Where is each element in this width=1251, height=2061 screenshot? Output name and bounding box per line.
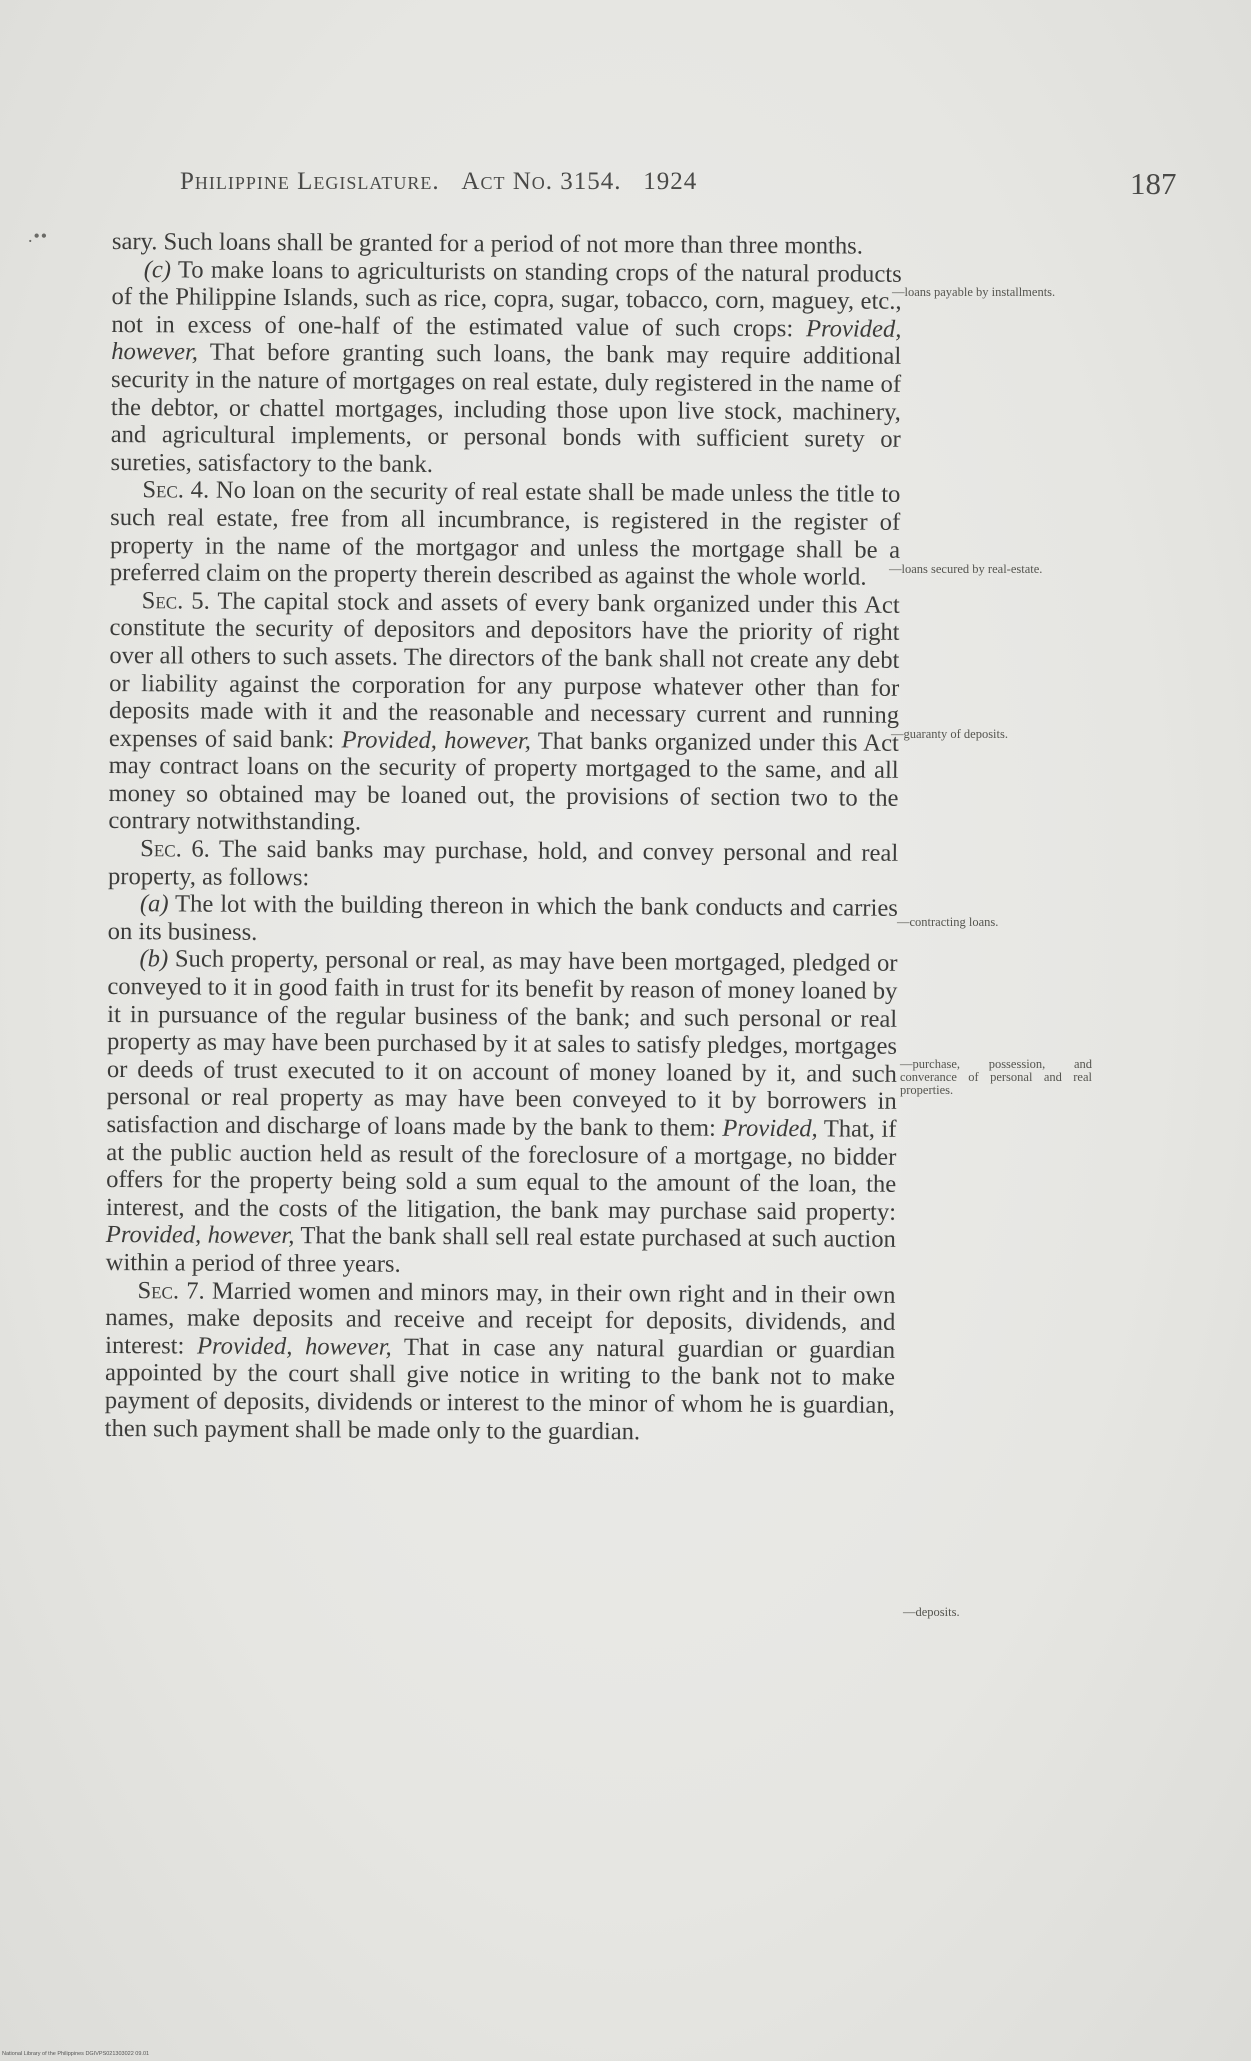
- stray-mark: .••: [28, 226, 49, 246]
- paragraph-c: [110, 256, 901, 482]
- paragraph-text: sary. Such loans shall be granted for a period of not more than three months.: [111, 228, 864, 260]
- page-number: 187: [1130, 166, 1177, 201]
- paragraph-text: No loan on the security of real estate shall be made unless the title to such real estate, free from all incumbrance, is registered in the register of property in the name of the mortgagor and unless the mortgage shall be a preferred claim on the property therein described as against the whole world.: [109, 476, 901, 591]
- proviso: Provided, however,: [196, 1332, 392, 1361]
- paragraph-text: That before granting such loans, the bank may require additional security in the nature of mortgages on real estate, duly registered in the name of the debtor, or chattel mortgages, including those upon live stock, machinery, and agricultural implements, or personal bonds with sufficient surety or sureties, satisfactory to the bank.: [110, 338, 902, 478]
- section-4: [110, 476, 901, 591]
- paragraph-text: That, if at the public auction held as result of the foreclosure of a mortgage, no bidder offers for the property being sold a sum equal to the amount of the loan, the interest, and the costs of the litigation, the bank may purchase said property:: [105, 1115, 897, 1226]
- body-text: [105, 228, 902, 1447]
- sidenote-real-estate: —loans secured by real-estate.: [889, 562, 1043, 576]
- sidenote-purchase: —purchase, possession, and converance of personal and real properties.: [900, 1057, 1092, 1097]
- section-6b: [106, 945, 898, 1281]
- running-head-title: Philippine Legislature.: [180, 168, 440, 195]
- sidenote-guaranty: —guaranty of deposits.: [891, 727, 1008, 741]
- proviso: Provided, however,: [341, 726, 532, 755]
- paragraph-text: To make loans to agriculturists on standing crops of the natural products of the Philippine Islands, such as rice, copra, sugar, tobacco, corn, maguey, etc., not in excess of one-half of the estimated value of such crops:: [111, 255, 902, 343]
- clause-label: (a): [139, 890, 169, 918]
- paragraph-text: Married women and minors may, in their own right and in their own names, make deposits and receive and receipt for deposits, dividends, and interest:: [105, 1277, 896, 1360]
- paragraph-text: That in case any natural guardian or guardian appointed by the court shall give notice in writing to the bank not to make payment of deposits, dividends or interest to the minor of whom he is guardian, then such payment shall be made only to the guardian.: [104, 1333, 896, 1445]
- footer-credit: National Library of the Philippines DGIVPS021303022 09.01: [2, 2051, 150, 2057]
- proviso: Provided,: [722, 1114, 818, 1143]
- section-6a: [108, 890, 898, 950]
- paragraph-text: The lot with the building thereon in which the bank conducts and carries on its business.: [107, 890, 898, 946]
- section-6: [108, 835, 898, 895]
- running-head-year: 1924: [643, 168, 698, 195]
- proviso: Provided, however,: [111, 315, 902, 366]
- section-label: Sec. 5.: [141, 586, 210, 615]
- clause-label: (b): [139, 945, 169, 973]
- section-5: [108, 587, 900, 840]
- section-label: Sec. 4.: [142, 476, 210, 504]
- running-head-act: Act No. 3154.: [461, 168, 622, 195]
- section-label: Sec. 7.: [137, 1276, 205, 1305]
- section-7: [105, 1277, 896, 1447]
- paragraph-text: The said banks may purchase, hold, and convey personal and real property, as follows:: [107, 835, 899, 891]
- proviso: Provided, however,: [105, 1221, 295, 1250]
- sidenote-contracting: —contracting loans.: [897, 915, 999, 929]
- sidenote-installments: —loans payable by installments.: [892, 285, 1056, 299]
- paragraph-text: That banks organized under this Act may contract loans on the security of property mortgaged to the same, and all money so obtained may be loaned out, the provisions of section two to the contrary notwithstanding.: [108, 727, 899, 837]
- paragraph-text: Such property, personal or real, as may have been mortgaged, pledged or conveyed to it in good faith in trust for its benefit by reason of money loaned by it in pursuance of the regular business of the bank; and such personal or real property as may have been purchased by it at sales to satisfy pledges, mortgages or deeds of trust executed to it on account of money loaned by it, and such personal or real property as may have been conveyed to it by borrowers in satisfaction and discharge of loans made by the bank to them:: [106, 945, 898, 1142]
- paragraph-text: That the bank shall sell real estate purchased at such auction within a period of three years.: [105, 1222, 896, 1278]
- running-head: [180, 168, 697, 196]
- section-label: Sec. 6.: [140, 835, 210, 863]
- paragraph-text: The capital stock and assets of every bank organized under this Act constitute the security of depositors and depositors have the priority of right over all others to such assets. The directors of the bank shall not create any debt or liability against the corporation for any purpose whatever other than for deposits made with it and the reasonable and necessary current and running expenses of said bank:: [108, 587, 900, 754]
- clause-label: (c): [143, 255, 172, 283]
- sidenote-deposits: —deposits.: [903, 1605, 960, 1619]
